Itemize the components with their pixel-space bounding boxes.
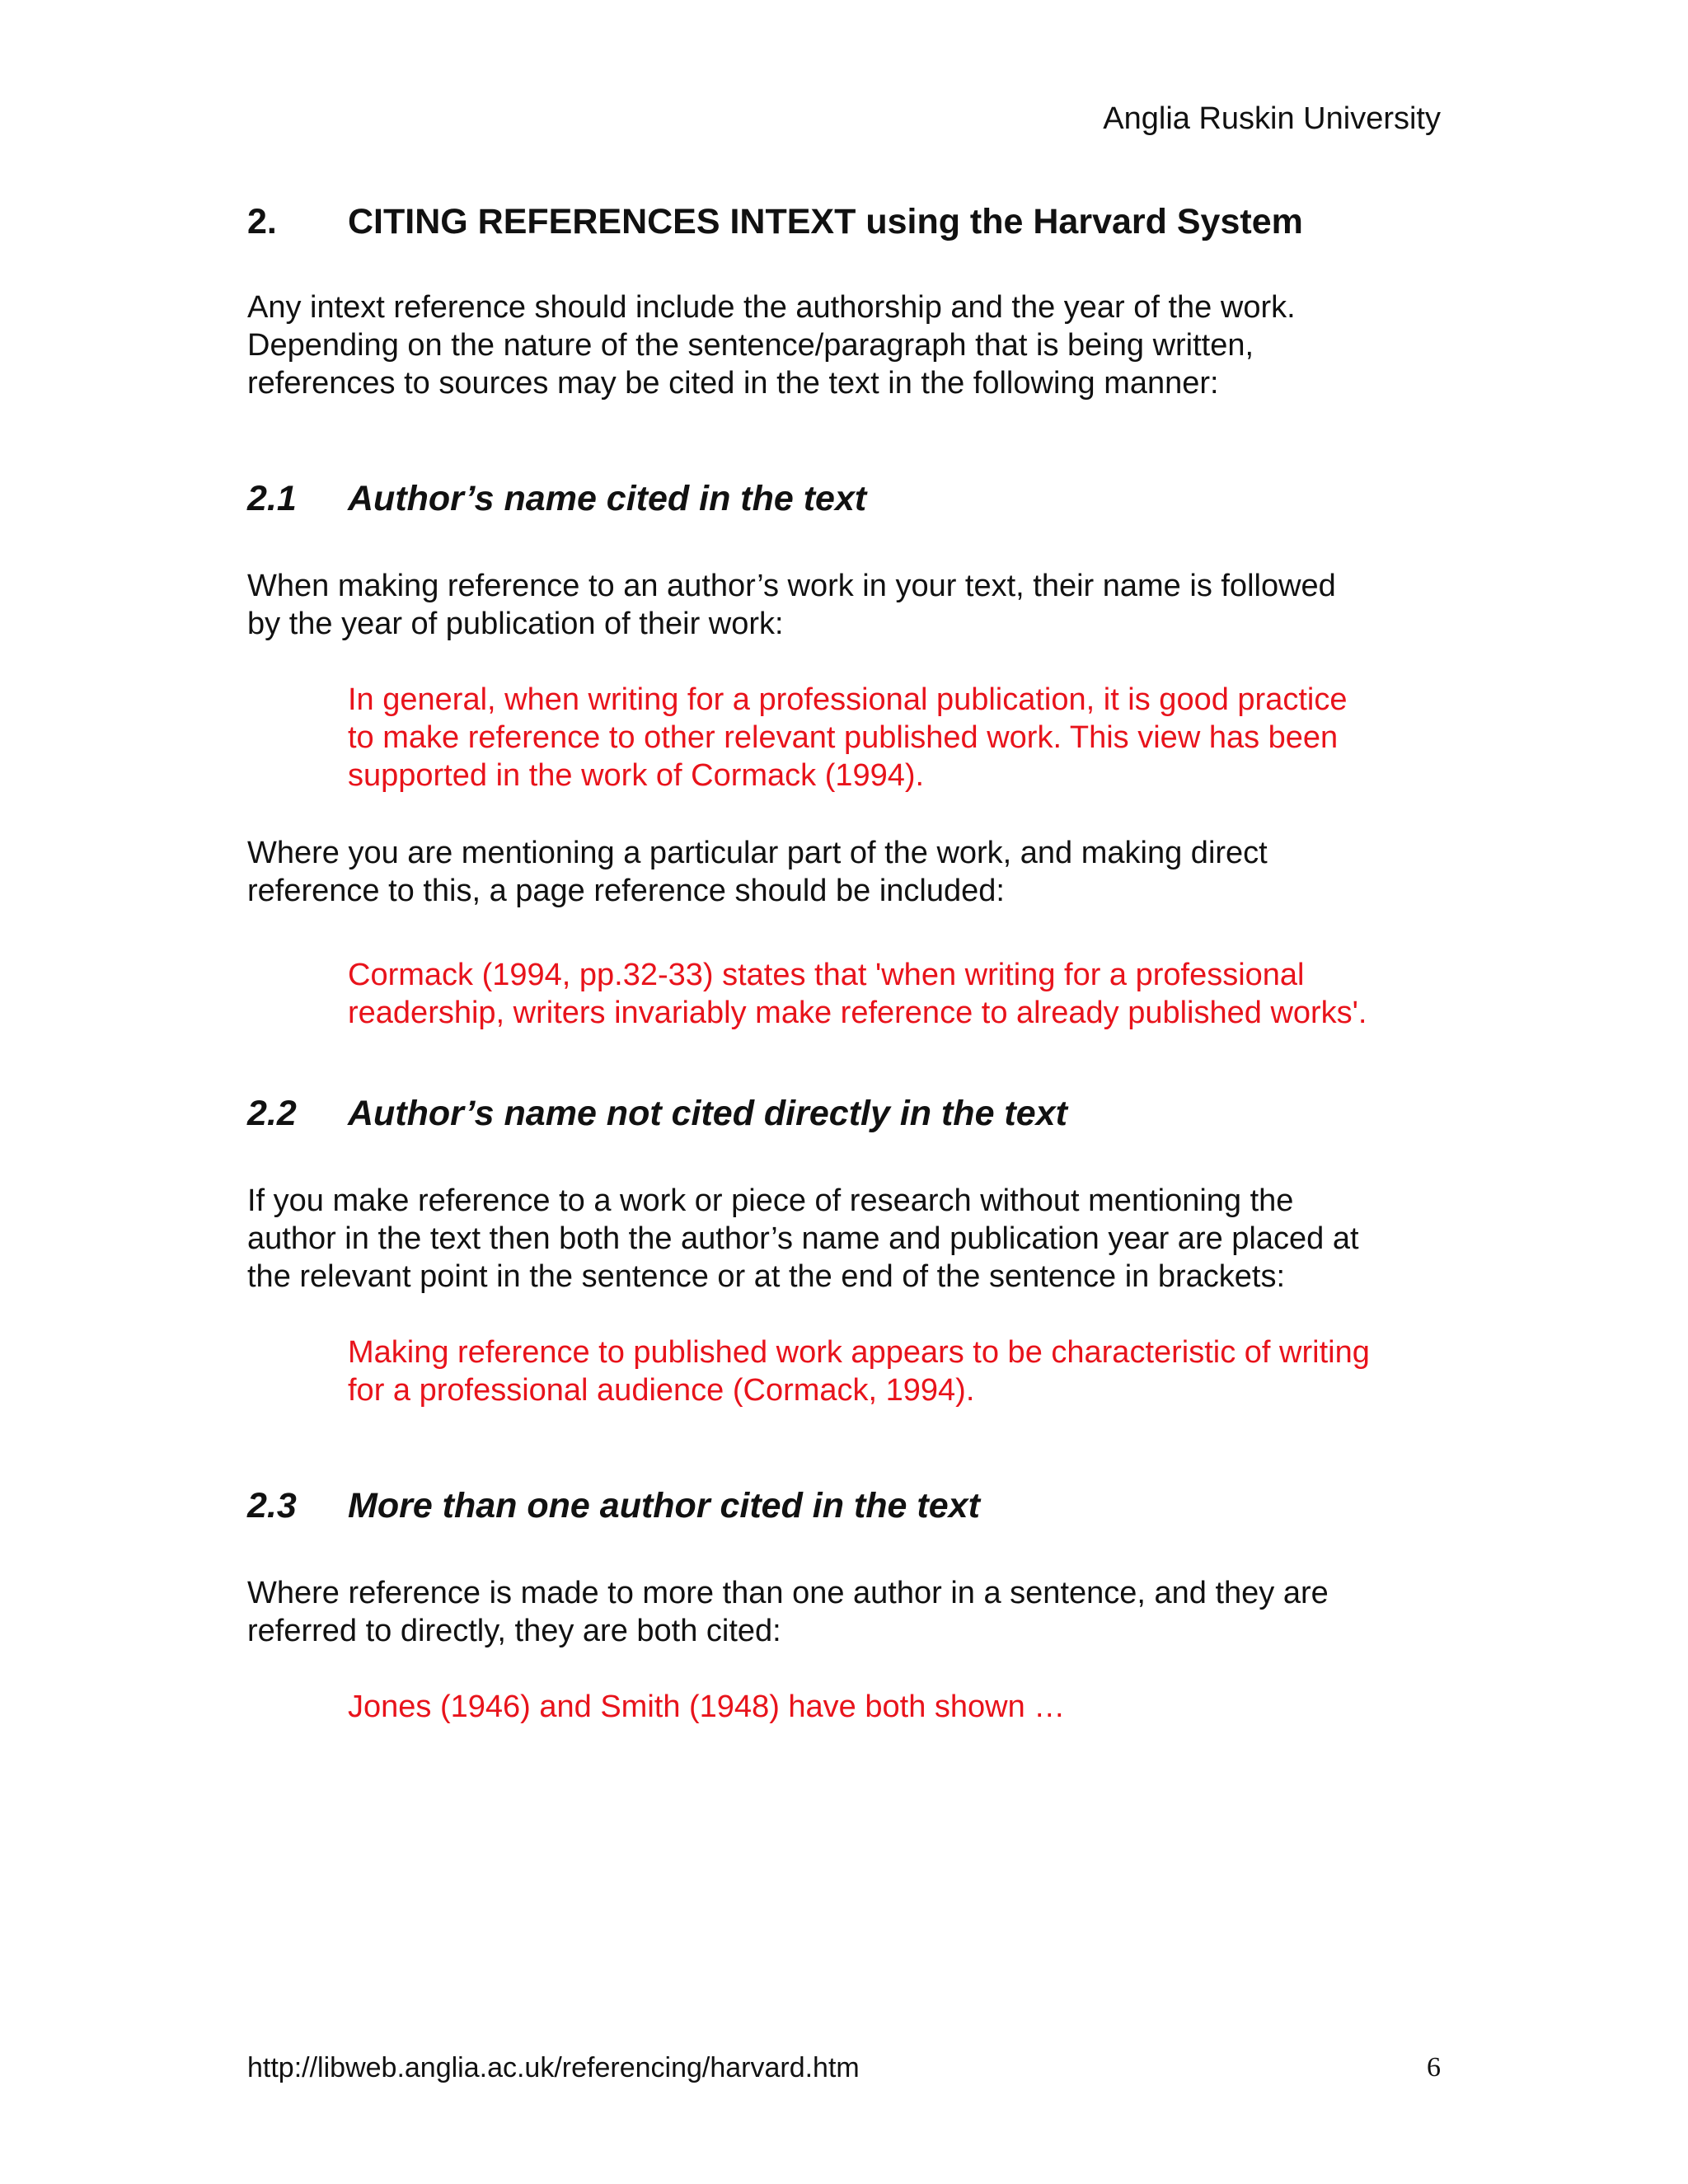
section-title: CITING REFERENCES INTEXT using the Harvard System — [348, 202, 1303, 241]
subsection-2-1-paragraph-2: Where you are mentioning a particular part of the work, and making direct reference to this, a page reference should be included: — [247, 836, 1268, 908]
subsection-2-3-paragraph-1: Where reference is made to more than one author in a sentence, and they are referred to directly, they are both cited: — [247, 1576, 1329, 1648]
footer-url: http://libweb.anglia.ac.uk/referencing/harvard.htm — [247, 2052, 860, 2083]
subsection-2-1-example-2: Cormack (1994, pp.32-33) states that 'when writing for a professional readership, writers invariably make reference to already published works'. — [348, 958, 1367, 1030]
subsection-number: 2.1 — [247, 479, 297, 518]
subsection-heading-2-1 — [247, 475, 866, 523]
subsection-2-1-paragraph-1: When making reference to an author’s work in your text, their name is followed by the year of publication of their work: — [247, 569, 1336, 641]
subsection-title: More than one author cited in the text — [348, 1486, 980, 1526]
subsection-number: 2.3 — [247, 1486, 297, 1526]
subsection-heading-2-2 — [247, 1090, 1067, 1137]
subsection-title: Author’s name cited in the text — [348, 479, 867, 518]
institution-header: Anglia Ruskin University — [1103, 101, 1441, 136]
subsection-heading-2-3 — [247, 1482, 980, 1530]
page-number: 6 — [1427, 2052, 1441, 2083]
subsection-2-3-example-1: Jones (1946) and Smith (1948) have both shown … — [348, 1690, 1066, 1724]
section-heading — [247, 198, 1303, 246]
subsection-title: Author’s name not cited directly in the text — [348, 1094, 1067, 1133]
section-intro-paragraph: Any intext reference should include the authorship and the year of the work. Depending on the nature of the sentence/paragraph that is being written, references to sources may be cited in the text in the following manner: — [247, 290, 1296, 401]
subsection-number: 2.2 — [247, 1094, 297, 1133]
subsection-2-2-example-1: Making reference to published work appears to be characteristic of writing for a professional audience (Cormack, 1994). — [348, 1335, 1370, 1408]
subsection-2-1-example-1: In general, when writing for a professional publication, it is good practice to make reference to other relevant published work. This view has been supported in the work of Cormack (1994). — [348, 682, 1348, 793]
subsection-2-2-paragraph-1: If you make reference to a work or piece of research without mentioning the author in the text then both the author’s name and publication year are placed at the relevant point in the sentence or at the end of the sentence in brackets: — [247, 1183, 1359, 1294]
section-number: 2. — [247, 202, 277, 241]
